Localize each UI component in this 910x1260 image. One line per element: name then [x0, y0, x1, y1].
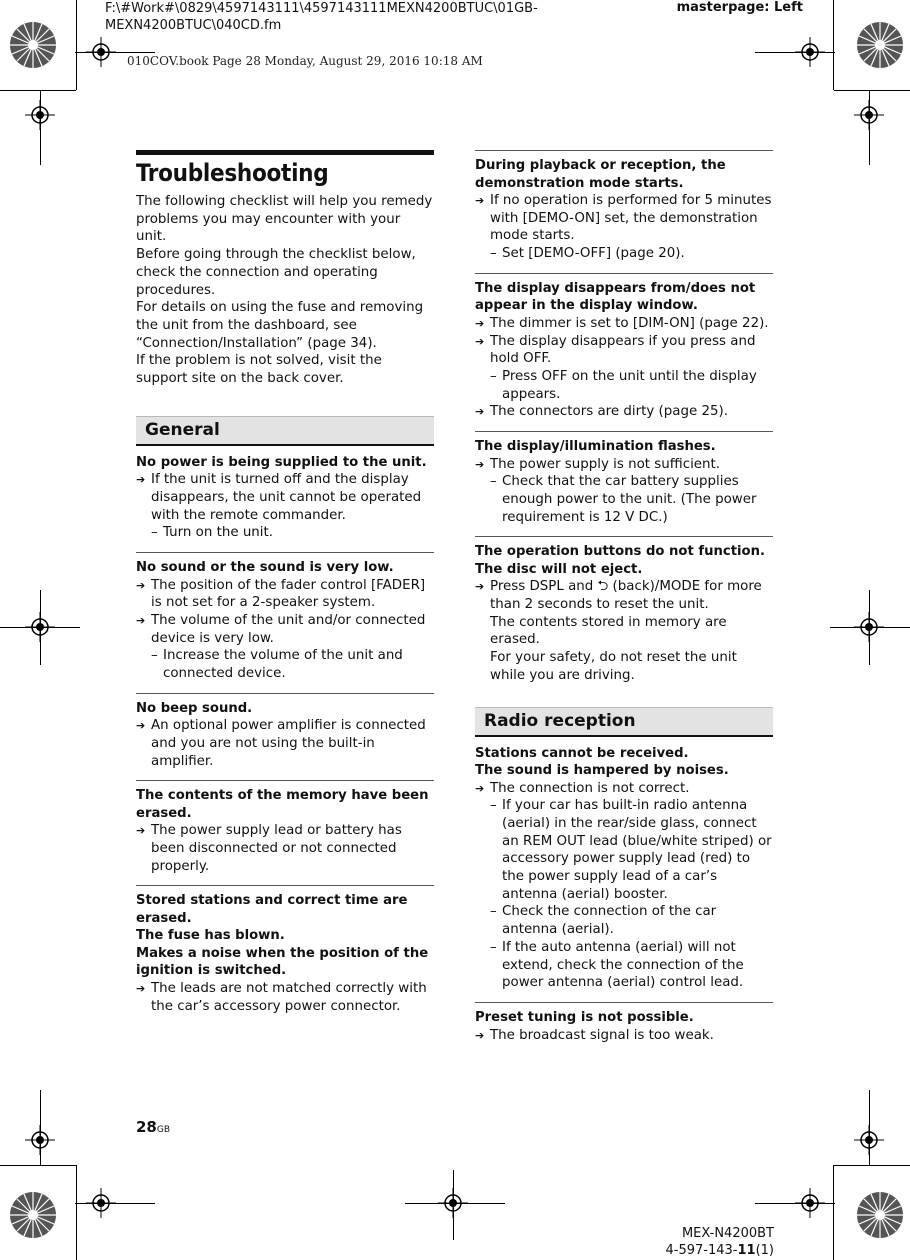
solution	[475, 368, 773, 403]
symptom: The sound is hampered by noises.	[475, 763, 729, 779]
solution	[136, 647, 434, 682]
dash-icon: –	[490, 246, 497, 262]
dash-icon: –	[151, 648, 158, 664]
troubleshoot-entry	[475, 1002, 773, 1054]
arrow-right-icon: ➔	[475, 316, 485, 330]
cause-text: If the unit is turned off and the display disappears, the unit cannot be operated with the remote commander.	[151, 472, 422, 523]
cause	[475, 456, 773, 474]
cause	[136, 612, 434, 647]
solution	[475, 939, 773, 992]
section-heading-general: General	[136, 416, 434, 446]
cause-text: The power supply is not sufficient.	[490, 456, 721, 472]
registration-mark-icon	[854, 100, 884, 130]
title-bar	[136, 150, 434, 187]
dash-icon: –	[151, 525, 158, 541]
troubleshoot-entry	[136, 885, 434, 1025]
note-text: The contents stored in memory are erased.	[490, 614, 727, 648]
arrow-right-icon: ➔	[475, 334, 485, 348]
arrow-right-icon: ➔	[475, 1028, 485, 1042]
intro-paragraph: For details on using the fuse and removing the unit from the dashboard, see “Connection/Installation” (page 34).	[136, 300, 424, 351]
display-entries	[475, 150, 773, 695]
cause	[136, 980, 434, 1015]
registration-mark-icon	[86, 1188, 116, 1218]
masterpage-label: masterpage: Left	[676, 0, 803, 15]
right-column	[475, 150, 773, 1054]
solution-text: Press OFF on the unit until the display appears.	[502, 368, 757, 402]
symptom: Stations cannot be received.	[475, 745, 689, 761]
color-wheel-icon	[8, 20, 58, 70]
solution-text: Check the connection of the car antenna (aerial).	[502, 904, 717, 938]
arrow-right-icon: ➔	[475, 781, 485, 795]
registration-mark-icon	[854, 612, 884, 642]
cause-text: The volume of the unit and/or connected device is very low.	[151, 612, 426, 646]
color-wheel-icon	[8, 1190, 58, 1240]
symptom: No beep sound.	[136, 700, 253, 716]
part-code	[666, 1242, 775, 1259]
page-suffix: GB	[156, 1125, 171, 1135]
cause	[136, 577, 434, 612]
arrow-right-icon: ➔	[136, 578, 146, 592]
solution	[475, 903, 773, 938]
part-code-prefix: 4-597-143-	[665, 1243, 738, 1258]
troubleshoot-entry	[136, 693, 434, 781]
model-name: MEX-N4200BT	[681, 1226, 774, 1241]
cause-text: If no operation is performed for 5 minutes with [DEMO-ON] set, the demonstration mode starts.	[490, 193, 772, 244]
intro-paragraph: The following checklist will help you remedy problems you may encounter with your unit.	[136, 194, 433, 245]
cause	[136, 717, 434, 770]
solution-text: Set [DEMO-OFF] (page 20).	[502, 246, 685, 262]
cause	[475, 333, 773, 368]
file-path-line: MEXN4200BTUC\040CD.fm	[105, 18, 282, 33]
registration-mark-icon	[795, 37, 825, 67]
cause-text: Press DSPL and ⮌ (back)/MODE for more than 2 seconds to reset the unit.	[490, 579, 762, 613]
radio-entries	[475, 737, 773, 1055]
troubleshoot-entry	[475, 273, 773, 431]
registration-mark-icon	[438, 1188, 468, 1218]
cause	[475, 780, 773, 798]
cause-text: An optional power amplifier is connected and you are not using the built-in amplifier.	[151, 718, 426, 769]
cause-text: The power supply lead or battery has been disconnected or not connected properly.	[151, 823, 402, 874]
cause-text: The display disappears if you press and hold OFF.	[490, 333, 756, 367]
intro-paragraph: Before going through the checklist below, check the connection and operating procedures.	[136, 247, 416, 298]
cause-text: The connection is not correct.	[490, 780, 690, 796]
arrow-right-icon: ➔	[475, 194, 485, 207]
symptom: During playback or reception, the demonstration mode starts.	[475, 158, 726, 191]
cause	[475, 315, 773, 333]
symptom: Stored stations and correct time are erased.	[136, 893, 408, 926]
registration-mark-icon	[795, 1188, 825, 1218]
troubleshoot-entry	[136, 780, 434, 885]
solution	[475, 245, 773, 263]
solution	[136, 524, 434, 542]
symptom: The disc will not eject.	[475, 561, 643, 577]
cause	[475, 403, 773, 421]
troubleshoot-entry	[475, 536, 773, 694]
symptom: No power is being supplied to the unit.	[136, 454, 427, 470]
page-number	[136, 1118, 170, 1136]
symptom: The contents of the memory have been erased.	[136, 788, 429, 821]
troubleshoot-entry	[136, 446, 434, 552]
page-number-value: 28	[136, 1118, 157, 1136]
intro-paragraph: If the problem is not solved, visit the support site on the back cover.	[136, 353, 382, 387]
part-code-suffix: (1)	[755, 1243, 774, 1258]
cause	[475, 192, 773, 245]
troubleshoot-entry	[475, 431, 773, 536]
cause-text: The position of the fader control [FADER] is not set for a 2-speaker system.	[151, 577, 426, 611]
symptom: No sound or the sound is very low.	[136, 560, 394, 576]
symptom: Preset tuning is not possible.	[475, 1010, 694, 1025]
cause	[136, 471, 434, 524]
dash-icon: –	[490, 798, 497, 814]
troubleshoot-entry	[136, 552, 434, 693]
solution	[475, 797, 773, 903]
dash-icon: –	[490, 904, 497, 920]
solution	[475, 473, 773, 526]
footer	[666, 1225, 775, 1259]
registration-mark-icon	[25, 1125, 55, 1155]
dash-icon: –	[490, 368, 497, 384]
file-path-line: F:\#Work#\0829\4597143111\4597143111MEXN4200BTUC\01GB-	[105, 1, 538, 16]
symptom: The display disappears from/does not appear in the display window.	[475, 280, 756, 314]
solution-text: If your car has built-in radio antenna (aerial) in the rear/side glass, connect an REM OUT lead (blue/white striped) or accessory power supply lead (red) to the power supply lead of a car’s antenna (aerial) booster.	[502, 798, 772, 902]
cause-text: The leads are not matched correctly with the car’s accessory power connector.	[151, 980, 427, 1014]
cause-text: The dimmer is set to [DIM-ON] (page 22).	[490, 315, 769, 331]
general-entries	[136, 446, 434, 1026]
troubleshoot-entry	[475, 737, 773, 1002]
registration-mark-icon	[854, 1125, 884, 1155]
arrow-right-icon: ➔	[136, 824, 146, 838]
left-column	[136, 150, 434, 1025]
note-text: For your safety, do not reset the unit while you are driving.	[490, 650, 737, 683]
part-code-bold: 11	[737, 1243, 756, 1258]
registration-mark-icon	[86, 37, 116, 67]
color-wheel-icon	[855, 1190, 905, 1240]
arrow-right-icon: ➔	[475, 580, 485, 594]
cause	[475, 1027, 773, 1045]
arrow-right-icon: ➔	[136, 981, 146, 995]
dash-icon: –	[490, 939, 497, 955]
intro-text	[136, 193, 434, 388]
symptom: The display/illumination flashes.	[475, 439, 716, 455]
arrow-right-icon: ➔	[136, 719, 146, 733]
arrow-right-icon: ➔	[475, 405, 485, 419]
file-path	[105, 0, 538, 34]
cause-text: The connectors are dirty (page 25).	[490, 404, 728, 420]
solution-text: Turn on the unit.	[163, 525, 274, 541]
book-info: 010COV.book Page 28 Monday, August 29, 2016 10:18 AM	[127, 54, 483, 68]
cause	[136, 822, 434, 875]
cause	[475, 578, 773, 613]
arrow-right-icon: ➔	[136, 473, 146, 487]
solution-text: If the auto antenna (aerial) will not extend, check the connection of the power antenna (aerial) control lead.	[502, 939, 744, 991]
arrow-right-icon: ➔	[475, 457, 485, 471]
symptom: The operation buttons do not function.	[475, 544, 766, 560]
section-heading-radio: Radio reception	[475, 707, 773, 737]
symptom: The fuse has blown.	[136, 928, 285, 944]
cause-text: The broadcast signal is too weak.	[490, 1027, 714, 1043]
color-wheel-icon	[855, 20, 905, 70]
solution-text: Increase the volume of the unit and connected device.	[163, 648, 403, 682]
registration-mark-icon	[25, 612, 55, 642]
dash-icon: –	[490, 474, 497, 490]
solution-text: Check that the car battery supplies enough power to the unit. (The power requirement is 12 V DC.)	[502, 474, 757, 525]
troubleshoot-entry	[475, 150, 773, 273]
page-title: Troubleshooting	[136, 159, 329, 187]
arrow-right-icon: ➔	[136, 613, 146, 627]
symptom: Makes a noise when the position of the ignition is switched.	[136, 945, 429, 979]
registration-mark-icon	[25, 100, 55, 130]
